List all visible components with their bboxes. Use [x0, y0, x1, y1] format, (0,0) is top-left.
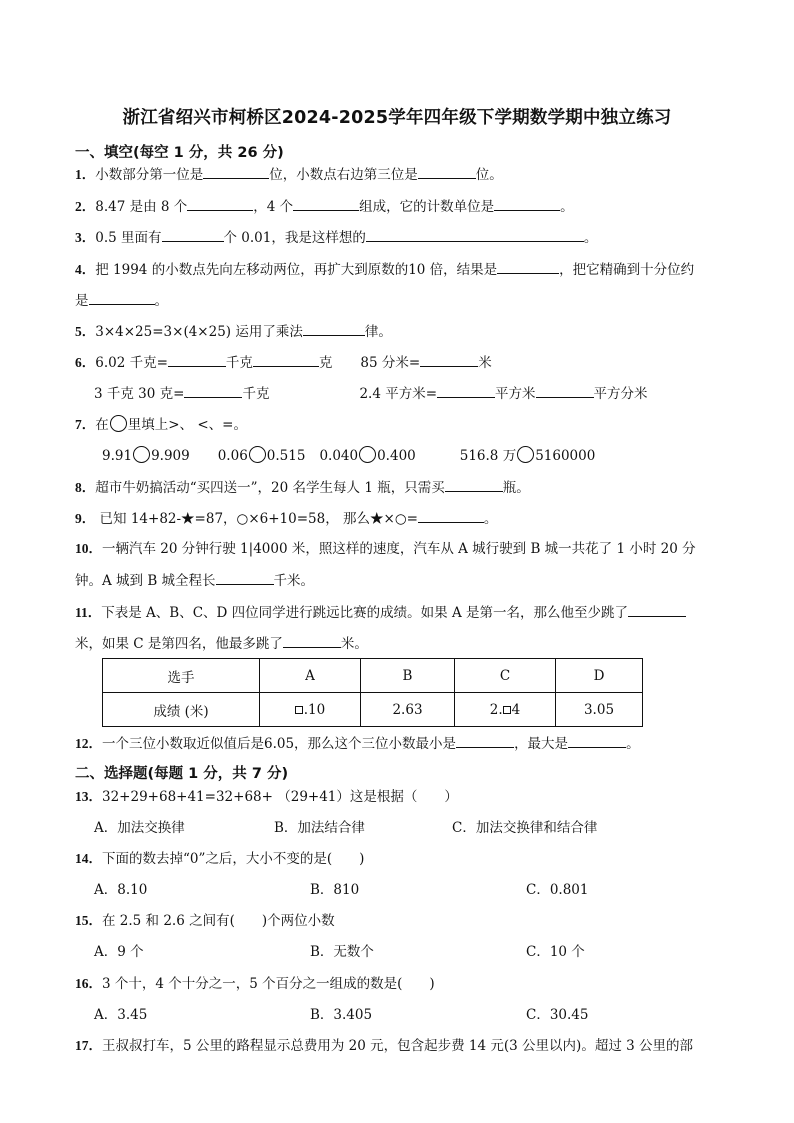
question-text: 平方分米	[593, 386, 648, 402]
question-text: 是	[75, 293, 89, 309]
compare-circle[interactable]	[359, 446, 376, 463]
question-11-continued	[75, 633, 368, 654]
question-text: 一辆汽车 20 分钟行驶 1|4000 米，照这样的速度，汽车从 A 城行驶到 B 城一共花了 1 小时 20 分	[102, 541, 696, 557]
option-c[interactable]: C．加法交换律和结合律	[452, 820, 598, 836]
question-6	[75, 352, 492, 373]
section-heading-multiple-choice: 二、选择题(每题 1 分，共 7 分)	[75, 766, 289, 782]
question-text: 小数部分第一位是	[95, 167, 204, 183]
question-8	[75, 477, 530, 498]
table-cell-value: 2.	[489, 701, 503, 718]
question-text: 3 千克 30 克=	[94, 386, 185, 402]
question-number: 16．	[75, 976, 102, 991]
question-number: 11．	[75, 605, 102, 620]
answer-blank[interactable]	[420, 352, 478, 367]
answer-blank[interactable]	[283, 633, 341, 648]
option-a[interactable]: A．8.10	[94, 882, 148, 898]
question-text: 3×4×25=3×(4×25) 运用了乘法	[95, 324, 303, 340]
question-text: 把 1994 的小数点先向左移动两位，再扩大到原数的10 倍，结果是	[95, 262, 498, 278]
answer-blank[interactable]	[187, 196, 253, 211]
option-a[interactable]: A．3.45	[94, 1007, 148, 1023]
question-1	[75, 164, 503, 185]
question-15	[75, 911, 335, 931]
table-header-cell: C	[455, 659, 556, 693]
answer-blank[interactable]	[568, 733, 626, 748]
question-text: 米。	[340, 636, 368, 652]
answer-blank[interactable]	[162, 227, 224, 242]
answer-blank[interactable]	[628, 602, 686, 617]
compare-right: 0.400	[377, 448, 416, 464]
option-b[interactable]: B．无数个	[310, 944, 374, 960]
question-7	[75, 415, 247, 435]
answer-blank[interactable]	[418, 508, 484, 523]
table-cell	[260, 693, 361, 727]
page-title: 浙江省绍兴市柯桥区2024-2025学年四年级下学期数学期中独立练习	[122, 108, 672, 128]
table-header-cell: D	[556, 659, 643, 693]
question-text: 在	[95, 417, 109, 433]
table-cell: 3.05	[556, 693, 643, 727]
question-text: 85 分米=	[360, 355, 421, 371]
question-text: 8.47 是由 8 个	[95, 199, 188, 215]
answer-blank[interactable]	[456, 733, 514, 748]
question-text: 下表是 A、B、C、D 四位同学进行跳远比赛的成绩。如果 A 是第一名，那么他至少跳了	[101, 605, 629, 621]
table-cell-value: .10	[303, 701, 326, 718]
table-cell	[455, 693, 556, 727]
question-11	[75, 602, 686, 623]
question-number: 4．	[75, 262, 96, 277]
question-10-continued	[75, 570, 314, 591]
question-6-row-2	[94, 383, 648, 404]
question-3	[75, 227, 597, 248]
question-text: 位，小数点右边第三位是	[269, 167, 418, 183]
question-text: 。	[560, 199, 574, 215]
question-number: 10．	[75, 541, 102, 556]
question-text: 3 个十，4 个十分之一，5 个百分之一组成的数是( )	[102, 976, 435, 992]
answer-blank[interactable]	[437, 383, 495, 398]
question-text: ，最大是	[514, 736, 569, 752]
question-text: 。	[626, 736, 640, 752]
option-c[interactable]: C．30.45	[526, 1007, 589, 1023]
question-number: 13．	[75, 789, 102, 804]
compare-left: 9.91	[102, 448, 133, 464]
question-text: 钟。A 城到 B 城全程长	[75, 573, 216, 589]
answer-blank[interactable]	[293, 196, 359, 211]
answer-blank[interactable]	[418, 164, 476, 179]
compare-left: 0.06	[217, 448, 248, 464]
question-13	[75, 787, 458, 807]
question-text: 。	[483, 511, 498, 527]
question-4-continued	[75, 290, 168, 311]
question-9	[75, 508, 497, 529]
answer-blank[interactable]	[303, 321, 365, 336]
question-text: 在 2.5 和 2.6 之间有( )个两位小数	[102, 913, 335, 929]
question-number: 9．	[75, 511, 96, 526]
question-14	[75, 849, 364, 869]
question-text: 千米。	[273, 573, 315, 589]
table-cell: 2.63	[361, 693, 455, 727]
question-12	[75, 733, 640, 754]
question-text: 0.5 里面有	[95, 230, 162, 246]
question-text: 已知 14+82-★=87，○×6+10=58， 那么★×○=	[95, 511, 418, 527]
table-header-row	[103, 659, 643, 693]
answer-blank[interactable]	[253, 352, 319, 367]
table-header-cell: A	[260, 659, 361, 693]
answer-blank[interactable]	[216, 570, 274, 585]
option-c[interactable]: C．10 个	[526, 944, 585, 960]
question-number: 6．	[75, 355, 96, 370]
question-number: 17．	[75, 1038, 102, 1053]
table-header-cell: B	[361, 659, 455, 693]
question-2	[75, 196, 574, 217]
question-number: 7．	[75, 417, 96, 432]
compare-circle[interactable]	[133, 446, 150, 463]
question-text: 个 0.01，我是这样想的	[223, 230, 366, 246]
question-17	[75, 1036, 693, 1056]
question-text: ，4 个	[253, 199, 294, 215]
compare-right: 0.515	[266, 448, 306, 464]
question-text: 瓶。	[502, 480, 530, 496]
question-text: 超市牛奶搞活动“买四送一”，20 名学生每人 1 瓶，只需买	[95, 480, 445, 496]
question-10	[75, 539, 696, 559]
question-text: 一个三位小数取近似值后是6.05，那么这个三位小数最小是	[102, 736, 457, 752]
question-text: 王叔叔打车，5 公里的路程显示总费用为 20 元，包含起步费 14 元(3 公里以内)。超过 3 公里的部	[102, 1038, 693, 1054]
question-text: 平方米	[495, 386, 536, 402]
compare-right: 5160000	[535, 448, 596, 464]
question-text: 2.4 平方米=	[359, 386, 438, 402]
table-cell-value: 4	[511, 701, 521, 718]
option-a[interactable]: A．9 个	[94, 944, 144, 960]
answer-blank[interactable]	[203, 164, 269, 179]
question-number: 12．	[75, 736, 102, 751]
long-jump-score-table	[102, 658, 643, 727]
question-text: 千克	[225, 355, 253, 371]
question-text: 律。	[364, 324, 392, 340]
question-number: 8．	[75, 480, 96, 495]
compare-circle[interactable]	[517, 446, 534, 463]
question-text: 6.02 千克=	[95, 355, 168, 371]
question-number: 3．	[75, 230, 96, 245]
question-text: 里填上>、 <、=。	[127, 417, 247, 433]
question-5	[75, 321, 392, 342]
question-number: 5．	[75, 324, 96, 339]
compare-left: 0.040	[319, 448, 359, 464]
question-16	[75, 974, 435, 994]
option-b[interactable]: B．810	[310, 882, 360, 898]
table-header-cell: 选手	[103, 659, 260, 693]
missing-digit-box	[295, 706, 303, 714]
question-number: 1．	[75, 167, 96, 182]
answer-blank[interactable]	[184, 383, 242, 398]
section-heading-fill-in: 一、填空(每空 1 分，共 26 分)	[75, 145, 284, 161]
option-b[interactable]: B．3.405	[310, 1007, 373, 1023]
question-text: 下面的数去掉“0”之后，大小不变的是( )	[102, 851, 365, 867]
question-4	[75, 259, 694, 280]
circle-icon	[110, 415, 127, 432]
compare-right: 9.909	[151, 448, 190, 464]
question-text: ，把它精确到十分位约	[559, 262, 695, 278]
answer-blank[interactable]	[89, 290, 155, 305]
question-7-comparisons	[102, 446, 595, 466]
option-c[interactable]: C．0.801	[526, 882, 589, 898]
compare-left: 516.8 万	[459, 448, 517, 464]
question-text: 米	[478, 355, 492, 371]
answer-blank[interactable]	[536, 383, 594, 398]
answer-blank[interactable]	[445, 477, 503, 492]
missing-digit-box	[503, 706, 511, 714]
question-text: 米，如果 C 是第四名，他最多跳了	[75, 636, 283, 652]
question-text: 位。	[475, 167, 503, 183]
table-row	[103, 693, 643, 727]
answer-blank[interactable]	[168, 352, 226, 367]
question-text: 组成，它的计数单位是	[359, 199, 495, 215]
question-text: 千克	[242, 386, 270, 402]
question-number: 15．	[75, 913, 102, 928]
option-a[interactable]: A．加法交换律	[94, 820, 185, 836]
question-text: 32+29+68+41=32+68+ （29+41）这是根据（ ）	[102, 789, 458, 805]
question-number: 14．	[75, 851, 102, 866]
answer-blank[interactable]	[497, 259, 559, 274]
question-text: 。	[154, 293, 168, 309]
answer-blank[interactable]	[494, 196, 560, 211]
answer-blank[interactable]	[366, 227, 584, 242]
option-b[interactable]: B．加法结合律	[274, 820, 365, 836]
compare-circle[interactable]	[249, 446, 266, 463]
question-text: 。	[583, 230, 598, 246]
question-number: 2．	[75, 199, 96, 214]
table-row-label: 成绩 (米)	[103, 693, 260, 727]
question-text: 克	[318, 355, 333, 371]
